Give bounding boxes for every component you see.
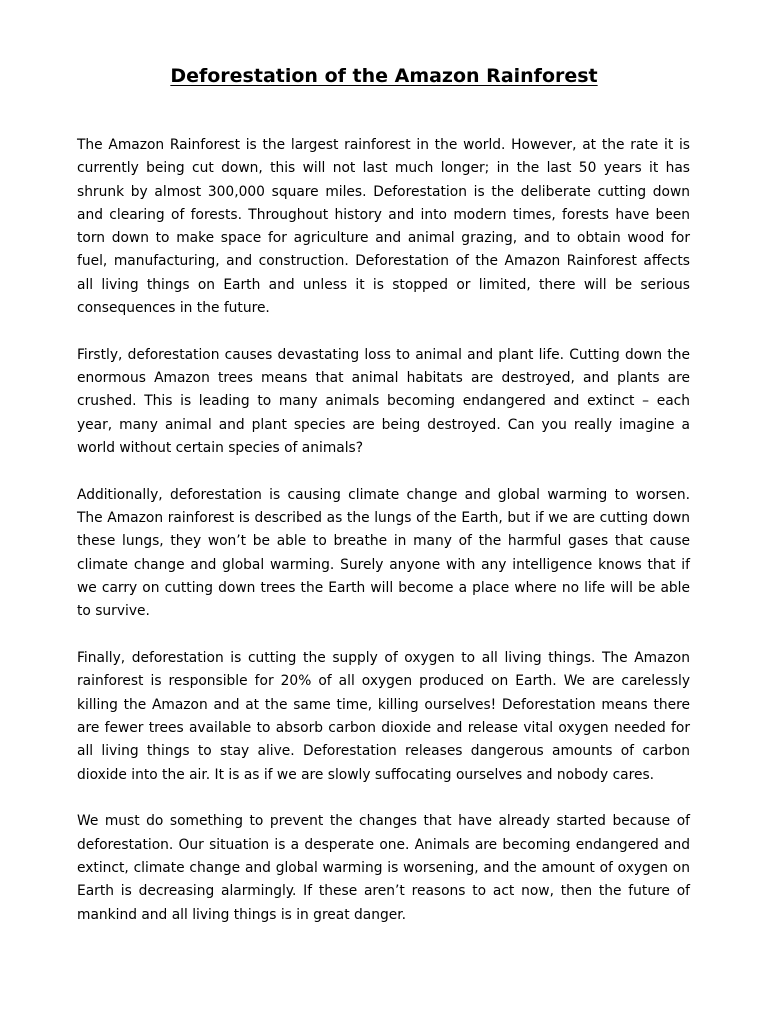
paragraph-intro: The Amazon Rainforest is the largest rainforest in the world. However, at the rate it is currently being cut down, this will not last much longer; in the last 50 years it has shrunk by almost 300,000 square miles. Deforestation is the deliberate cutting down and clearing of forests. Throughout history and into modern times, forests have been torn down to make space for agriculture and animal grazing, and to obtain wood for fuel, manufacturing, and construction. Deforestation of the Amazon Rainforest affects all living things on Earth and unless it is stopped or limited, there will be serious consequences in the future. — [77, 137, 690, 317]
document-body — [77, 134, 690, 950]
paragraph-firstly: Firstly, deforestation causes devastating loss to animal and plant life. Cutting down the enormous Amazon trees means that animal habitats are destroyed, and plants are crushed. This is leading to many animals becoming endangered and extinct – each year, many animal and plant species are being destroyed. Can you really imagine a world without certain species of animals? — [77, 346, 690, 457]
paragraph-conclusion: We must do something to prevent the changes that have already started because of deforestation. Our situation is a desperate one. Animals are becoming endangered and extinct, climate change and global warming is worsening, and the amount of oxygen on Earth is decreasing alarmingly. If these aren’t reasons to act now, then the future of mankind and all living things is in great danger. — [77, 813, 690, 923]
document-title: Deforestation of the Amazon Rainforest — [170, 65, 598, 87]
paragraph-additionally: Additionally, deforestation is causing climate change and global warming to worsen. The Amazon rainforest is described as the lungs of the Earth, but if we are cutting down these lungs, they won’t be able to breathe in many of the harmful gases that cause climate change and global warming. Surely anyone with any intelligence knows that if we carry on cutting down trees the Earth will become a place where no life will be able to survive. — [77, 486, 690, 620]
paragraph-finally: Finally, deforestation is cutting the supply of oxygen to all living things. The Amazon rainforest is responsible for 20% of all oxygen produced on Earth. We are carelessly killing the Amazon and at the same time, killing ourselves! Deforestation means there are fewer trees available to absorb carbon dioxide and release vital oxygen needed for all living things to stay alive. Deforestation releases dangerous amounts of carbon dioxide into the air. It is as if we are slowly suffocating ourselves and nobody cares. — [77, 650, 690, 783]
